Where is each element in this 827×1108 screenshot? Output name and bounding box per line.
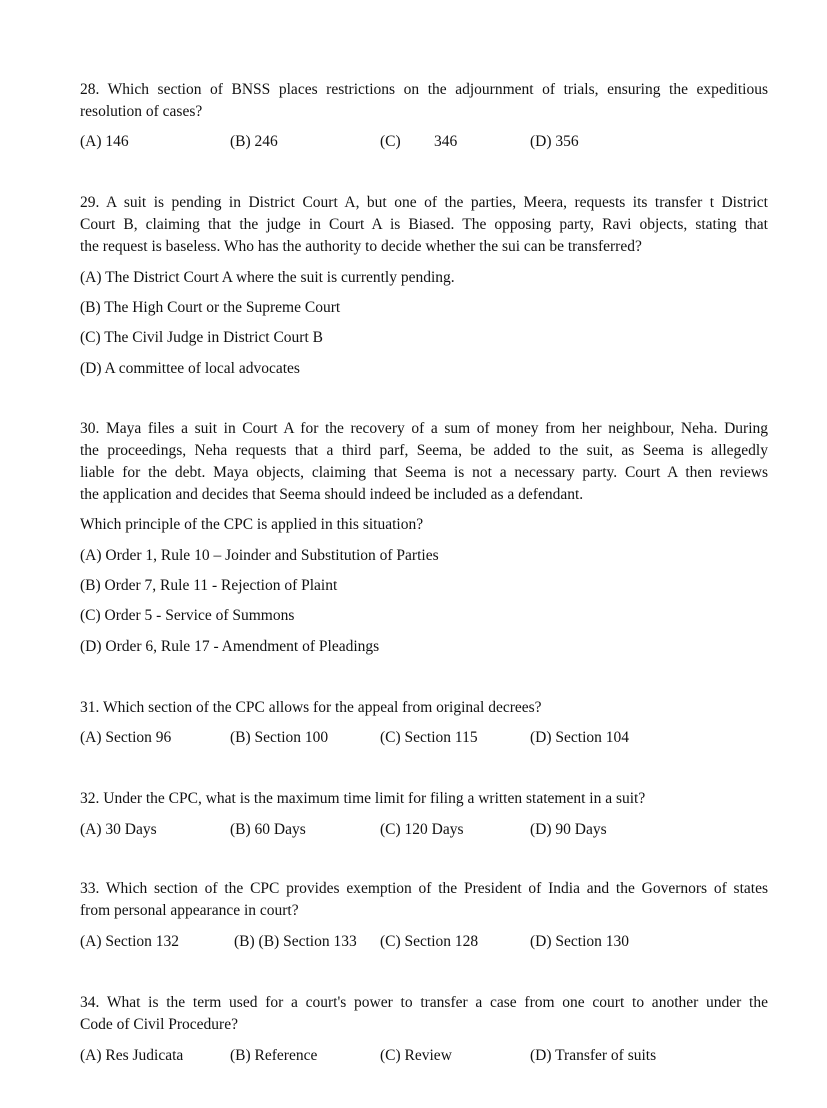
question-text-line: the request is baseless. Who has the authority to decide whether the sui can be transferred? [80, 238, 642, 255]
answer-option: (B) (B) Section 133 [234, 933, 357, 950]
answer-option: (B) The High Court or the Supreme Court [80, 299, 341, 316]
answer-option: (A) Section 96 [80, 729, 172, 746]
answer-option: (C) The Civil Judge in District Court B [80, 329, 323, 346]
answer-option: (B) Reference [230, 1047, 318, 1064]
answer-option: (A) 30 Days [80, 821, 157, 838]
question-text-line: Which principle of the CPC is applied in this situation? [80, 516, 424, 533]
answer-option: (D) A committee of local advocates [80, 360, 300, 377]
question-text-line: Code of Civil Procedure? [80, 1016, 238, 1033]
question-text-line: 30. Maya files a suit in Court A for the recovery of a sum of money from her neighbour, Neha. During [80, 420, 768, 437]
answer-option: (D) Transfer of suits [530, 1047, 657, 1064]
question-text-line: the proceedings, Neha requests that a third parf, Seema, be added to the suit, as Seema is allegedly [80, 442, 768, 459]
answer-option: 346 [434, 133, 458, 150]
answer-option: (D) Section 104 [530, 729, 630, 746]
answer-option: (C) Section 128 [380, 933, 479, 950]
answer-option: (D) 356 [530, 133, 579, 150]
answer-option: (C) 120 Days [380, 821, 464, 838]
answer-option: (C) Section 115 [380, 729, 478, 746]
question-text-line: 28. Which section of BNSS places restrictions on the adjournment of trials, ensuring the expeditious [80, 81, 768, 98]
question-text-line: 31. Which section of the CPC allows for the appeal from original decrees? [80, 699, 542, 716]
answer-option: (C) Review [380, 1047, 452, 1064]
answer-option: (D) Order 6, Rule 17 - Amendment of Pleadings [80, 638, 380, 655]
question-text-line: liable for the debt. Maya objects, claiming that Seema is not a necessary party. Court A then reviews [80, 464, 768, 481]
question-text-line: 33. Which section of the CPC provides exemption of the President of India and the Governors of states [80, 880, 768, 897]
answer-option: (D) 90 Days [530, 821, 607, 838]
question-text-line: Court B, claiming that the judge in Court A is Biased. The opposing party, Ravi objects, stating that [80, 216, 768, 233]
answer-option: (A) The District Court A where the suit is currently pending. [80, 269, 455, 286]
answer-option: (C) Order 5 - Service of Summons [80, 607, 295, 624]
question-text-line: 32. Under the CPC, what is the maximum time limit for filing a written statement in a suit? [80, 790, 646, 807]
answer-option: (D) Section 130 [530, 933, 630, 950]
answer-option: (B) 60 Days [230, 821, 306, 838]
question-text-line: the application and decides that Seema should indeed be included as a defendant. [80, 486, 584, 503]
answer-option: (B) Order 7, Rule 11 - Rejection of Plaint [80, 577, 338, 594]
answer-option: (C) [380, 133, 401, 150]
answer-option: (A) 146 [80, 133, 129, 150]
answer-option: (A) Section 132 [80, 933, 180, 950]
question-text-line: 29. A suit is pending in District Court A, but one of the parties, Meera, requests its transfer t District [80, 194, 768, 211]
question-text-line: from personal appearance in court? [80, 902, 299, 919]
question-text-line: resolution of cases? [80, 103, 203, 120]
answer-option: (A) Order 1, Rule 10 – Joinder and Substitution of Parties [80, 547, 439, 564]
answer-option: (B) 246 [230, 133, 278, 150]
answer-option: (A) Res Judicata [80, 1047, 184, 1064]
answer-option: (B) Section 100 [230, 729, 329, 746]
question-text-line: 34. What is the term used for a court's power to transfer a case from one court to another under the [80, 994, 768, 1011]
